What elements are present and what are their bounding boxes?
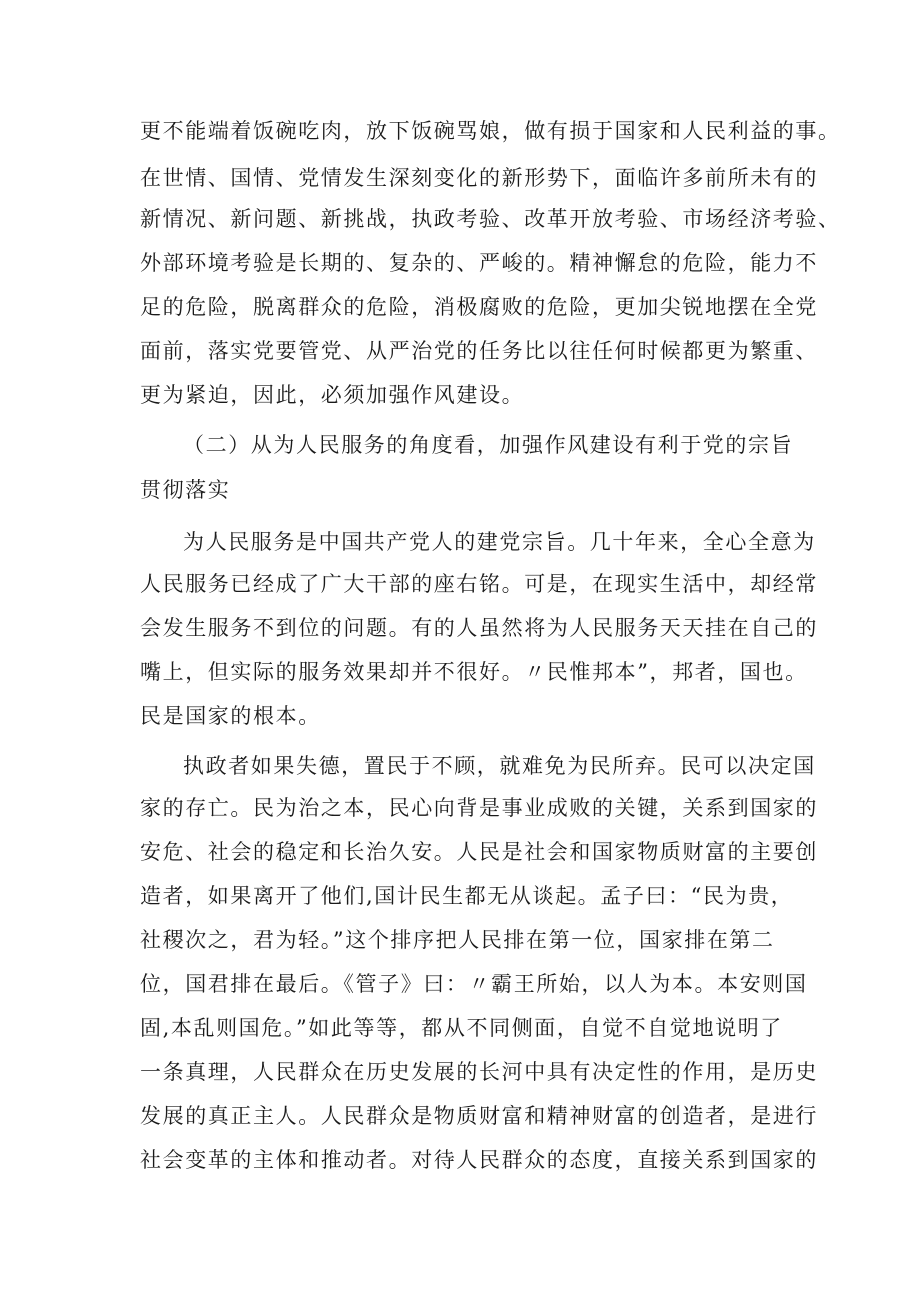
text-line: 安危、社会的稳定和长治久安。人民是社会和国家物质财富的主要创 xyxy=(140,840,818,864)
text-line: 面前，落实党要管党、从严治党的任务比以往任何时候都更为繁重、 xyxy=(140,339,818,363)
text-line: 社稷次之，君为轻。”这个排序把人民排在第一位，国家排在第二 xyxy=(140,928,775,952)
text-line: 为人民服务是中国共产党人的建党宗旨。几十年来，全心全意为 xyxy=(183,530,816,554)
text-line: 更不能端着饭碗吃肉，放下饭碗骂娘，做有损于国家和人民利益的事。 xyxy=(140,119,841,143)
text-line: （二）从为人民服务的角度看，加强作风建设有利于党的宗旨 xyxy=(183,433,794,457)
text-line: 足的危险，脱离群众的危险，消极腐败的危险，更加尖锐地摆在全党 xyxy=(140,295,818,319)
text-line: 造者，如果离开了他们,国计民生都无从谈起。孟子曰：“民为贵， xyxy=(140,884,794,908)
text-line: 执政者如果失德，置民于不顾，就难免为民所弃。民可以决定国 xyxy=(183,754,816,778)
text-line: 新情况、新问题、新挑战，执政考验、改革开放考验、市场经济考验、 xyxy=(140,207,841,231)
text-line: 贯彻落实 xyxy=(140,478,231,502)
text-line: 一条真理，人民群众在历史发展的长河中具有决定性的作用，是历史 xyxy=(140,1060,818,1084)
text-line: 嘴上，但实际的服务效果却并不很好。〃民惟邦本”，邦者，国也。 xyxy=(140,660,808,684)
text-line: 社会变革的主体和推动者。对待人民群众的态度，直接关系到国家的 xyxy=(140,1148,818,1172)
text-line: 外部环境考验是长期的、复杂的、严峻的。精神懈怠的危险，能力不 xyxy=(140,251,818,275)
text-line: 在世情、国情、党情发生深刻变化的新形势下，面临许多前所未有的 xyxy=(140,166,818,190)
text-line: 发展的真正主人。人民群众是物质财富和精神财富的创造者，是进行 xyxy=(140,1104,818,1128)
text-line: 位，国君排在最后。《管子》曰：〃霸王所始，以人为本。本安则国 xyxy=(140,972,808,996)
text-line: 家的存亡。民为治之本，民心向背是事业成败的关键，关系到国家的 xyxy=(140,796,818,820)
text-line: 会发生服务不到位的问题。有的人虽然将为人民服务天天挂在自己的 xyxy=(140,616,818,640)
text-line: 人民服务已经成了广大干部的座右铭。可是，在现实生活中，却经常 xyxy=(140,572,818,596)
text-line: 更为紧迫，因此，必须加强作风建设。 xyxy=(140,383,525,407)
text-line: 固,本乱则国危。”如此等等，都从不同侧面，自觉不自觉地说明了 xyxy=(140,1016,783,1040)
text-line: 民是国家的根本。 xyxy=(140,704,321,728)
